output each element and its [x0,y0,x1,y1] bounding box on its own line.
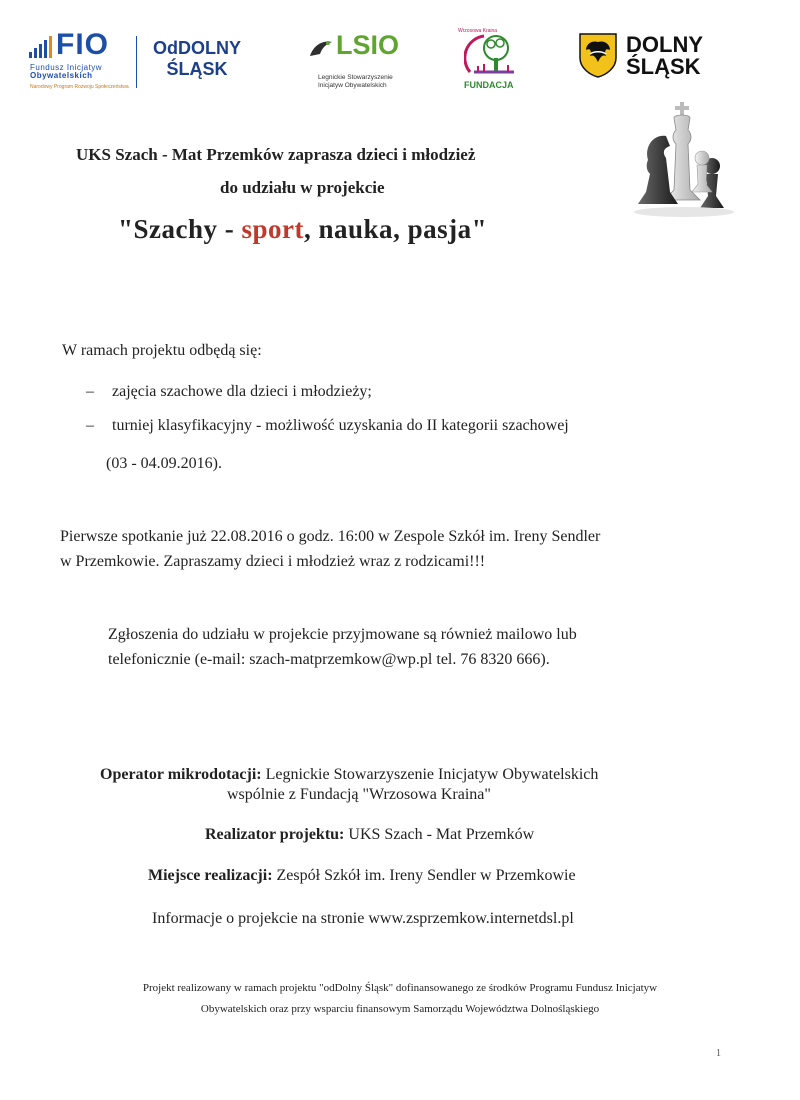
project-title [118,214,487,245]
realizator-value: UKS Szach - Mat Przemków [344,826,535,843]
bullet-item-2: turniej klasyfikacyjny - możliwość uzyskania do II kategorii szachowej [112,417,569,434]
heading-line2: do udziału w projekcie [220,178,385,197]
fundacja-wordmark: FUNDACJA [464,80,514,90]
fio-wordmark: FIO [56,28,109,61]
bullet-dash-1: – [86,383,94,400]
operator-line2: wspólnie z Fundacją "Wrzosowa Kraina" [227,786,491,803]
bullet-dash-2: – [86,417,94,434]
fio-tagline: Narodowy Program Rozwoju Społeczeństwa [30,84,129,90]
operator-label: Operator mikrodotacji: [100,766,262,783]
operator-line1 [100,766,598,784]
bullet-item-2-cont: (03 - 04.09.2016). [106,455,222,472]
title-word-sport: sport [241,214,304,244]
meeting-line1: Pierwsze spotkanie już 22.08.2016 o godz. 16:00 w Zespole Szkół im. Ireny Sendler [60,528,601,545]
title-sep3: , [393,214,408,244]
fio-bars-icon [28,36,52,60]
realizator-label: Realizator projektu: [205,826,345,843]
realizator-line [205,826,534,844]
dolny-slask-line2: ŚLĄSK [626,54,701,79]
title-word-szachy: Szachy [133,214,218,244]
fundacja-logo [458,26,524,96]
bullet-item-1: zajęcia szachowe dla dzieci i młodzieży; [112,383,372,400]
lsio-bird-icon [306,34,336,64]
title-word-nauka: nauka [318,214,394,244]
footer-line1: Projekt realizowany w ramach projektu "odDolny Śląsk" dofinansowanego ze środków Programu Fundusz Inicjatyw [142,982,658,994]
title-sep1: - [217,214,242,244]
logo-divider [136,36,137,88]
oddolny-line1: OdDOLNY [153,38,241,58]
fio-logo [28,28,133,96]
registration-line2: telefonicznie (e-mail: szach-matprzemkow@wp.pl tel. 76 8320 666). [108,651,550,668]
fio-subtitle-2: Obywatelskich [30,71,93,80]
title-quote-close: " [471,214,488,244]
info-line: Informacje o projekcie na stronie www.zsprzemkow.internetdsl.pl [152,910,574,927]
fundacja-arc-text: Wrzosowa Kraina [458,28,498,34]
miejsce-value: Zespół Szkół im. Ireny Sendler w Przemkowie [272,867,576,884]
title-quote-open: " [118,214,134,244]
eagle-crest-icon [578,32,618,78]
operator-value: Legnickie Stowarzyszenie Inicjatyw Obywatelskich [261,766,599,783]
dolny-slask-logo [578,32,728,82]
oddolny-slask-logo [142,38,252,80]
intro-text: W ramach projektu odbędą się: [62,342,262,359]
dolny-slask-line1: DOLNY [626,32,703,57]
lsio-subtitle-1: Legnickie Stowarzyszenie [318,74,393,81]
lsio-subtitle-2: Inicjatyw Obywatelskich [318,82,387,89]
miejsce-line [148,867,576,885]
tree-icon [464,32,518,80]
lsio-logo [306,30,426,100]
lsio-wordmark: LSIO [336,30,400,60]
meeting-line2: w Przemkowie. Zapraszamy dzieci i młodzież wraz z rodzicami!!! [60,553,486,570]
miejsce-label: Miejsce realizacji: [148,867,273,884]
page-number: 1 [716,1048,721,1059]
fio-subtitle-1: Fundusz Inicjatyw [30,63,103,72]
chess-pieces-icon [630,100,740,220]
title-sep2: , [304,214,319,244]
heading-line1: UKS Szach - Mat Przemków zaprasza dzieci i młodzież [76,145,476,164]
oddolny-line2: ŚLĄSK [166,59,228,79]
footer-line2: Obywatelskich oraz przy wsparciu finansowym Samorządu Województwa Dolnośląskiego [200,1003,600,1015]
registration-line1: Zgłoszenia do udziału w projekcie przyjmowane są również mailowo lub [108,626,577,643]
title-word-pasja: pasja [407,214,472,244]
